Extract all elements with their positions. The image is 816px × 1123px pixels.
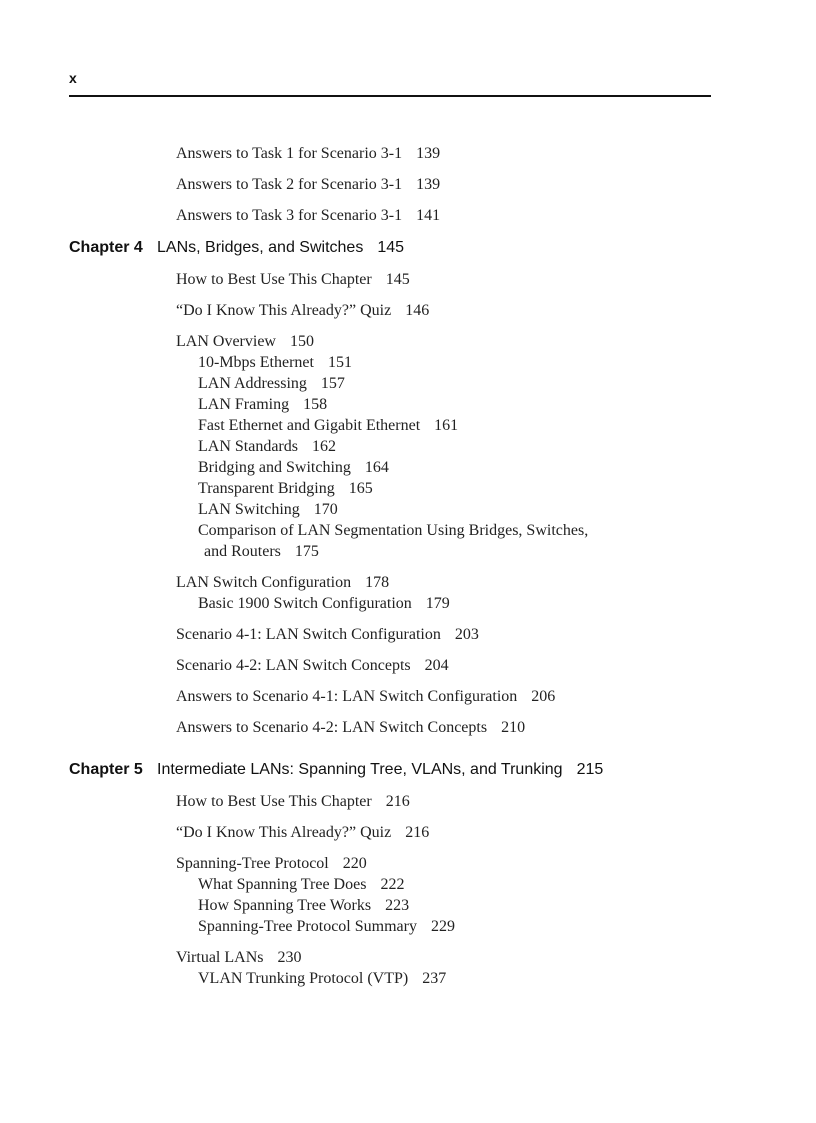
toc-entry-title: Bridging and Switching [198,459,351,476]
toc-entry-title: “Do I Know This Already?” Quiz [176,824,392,841]
spacer [0,259,816,269]
spacer [0,645,816,655]
toc-entry-page: 164 [364,459,389,476]
toc-entry-title: LAN Switch Configuration [176,574,352,591]
toc-entry-page: 151 [327,354,352,371]
toc-subsection [0,373,816,394]
toc-entry-title: LAN Standards [198,438,298,455]
spacer [0,781,816,791]
toc-entry-page: 237 [422,970,447,987]
toc-subsection [0,916,816,937]
toc-subsection [0,478,816,499]
chapter-title [157,759,603,781]
spacer [0,812,816,822]
spacer [0,562,816,572]
toc-section [0,853,816,874]
table-of-contents [0,143,816,999]
chapter-heading [0,759,816,781]
toc-entry-title: Answers to Scenario 4-2: LAN Switch Concepts [176,719,488,736]
chapter-page: 145 [377,239,405,256]
toc-entry-page: 220 [342,855,367,872]
toc-section [0,143,816,164]
spacer [0,290,816,300]
toc-entry-page: 150 [289,333,314,350]
toc-section [0,791,816,812]
toc-entry-page: 206 [531,688,556,705]
toc-subsection [0,968,816,989]
toc-subsection [0,436,816,457]
toc-entry-page: 158 [303,396,328,413]
toc-section [0,205,816,226]
spacer [0,748,816,759]
toc-entry-page: 229 [430,918,455,935]
header-rule [69,95,711,97]
toc-entry-title: LAN Switching [198,501,300,518]
toc-subsection [0,895,816,916]
toc-entry-title: How to Best Use This Chapter [176,793,372,810]
toc-subsection [0,520,816,541]
toc-entry-page: 216 [405,824,430,841]
toc-entry-title: Comparison of LAN Segmentation Using Bridges, Switches, [198,522,589,539]
chapter-title [157,237,404,259]
spacer [0,738,816,748]
spacer [0,937,816,947]
chapter-title-text: Intermediate LANs: Spanning Tree, VLANs, and Trunking [157,761,563,778]
toc-entry-page: 165 [348,480,373,497]
toc-entry-page: 161 [434,417,459,434]
toc-entry-page: 179 [425,595,450,612]
toc-entry-title-continued: and Routers [204,543,281,560]
spacer [0,195,816,205]
toc-entry-title: Spanning-Tree Protocol [176,855,329,872]
toc-entry-page: 145 [385,271,410,288]
toc-section [0,174,816,195]
toc-subsection [0,499,816,520]
spacer [0,989,816,999]
toc-subsection [0,457,816,478]
toc-section [0,269,816,290]
toc-entry-page: 222 [380,876,405,893]
toc-entry-title: Fast Ethernet and Gigabit Ethernet [198,417,421,434]
toc-entry-title: Answers to Task 1 for Scenario 3-1 [176,145,403,162]
spacer [0,321,816,331]
toc-entry-page: 230 [277,949,302,966]
spacer [0,226,816,237]
chapter-label: Chapter 4 [69,239,143,256]
toc-entry-page: 141 [416,207,441,224]
toc-entry-page: 139 [416,145,441,162]
toc-entry-page: 157 [320,375,345,392]
toc-entry-title: How to Best Use This Chapter [176,271,372,288]
toc-section [0,572,816,593]
toc-section [0,947,816,968]
toc-subsection [0,394,816,415]
toc-entry-title: Scenario 4-2: LAN Switch Concepts [176,657,411,674]
toc-entry-title: VLAN Trunking Protocol (VTP) [198,970,409,987]
toc-section [0,300,816,321]
toc-entry-page: 178 [365,574,390,591]
toc-entry-page: 146 [405,302,430,319]
toc-section [0,686,816,707]
spacer [0,164,816,174]
toc-subsection [0,352,816,373]
chapter-title-text: LANs, Bridges, and Switches [157,239,364,256]
toc-entry-title: LAN Framing [198,396,290,413]
toc-section [0,655,816,676]
toc-entry-page: 203 [454,626,479,643]
toc-entry-page: 139 [416,176,441,193]
toc-entry-title: Answers to Scenario 4-1: LAN Switch Configuration [176,688,518,705]
toc-entry-page: 162 [311,438,336,455]
toc-entry-page: 175 [294,543,319,560]
toc-entry-title: Basic 1900 Switch Configuration [198,595,412,612]
chapter-heading [0,237,816,259]
toc-section [0,624,816,645]
toc-entry-page: 204 [424,657,449,674]
toc-section [0,717,816,738]
toc-entry-title: Answers to Task 3 for Scenario 3-1 [176,207,403,224]
toc-entry-title: How Spanning Tree Works [198,897,372,914]
spacer [0,843,816,853]
chapter-page: 215 [576,761,604,778]
toc-entry-title: Scenario 4-1: LAN Switch Configuration [176,626,441,643]
toc-entry-title: LAN Overview [176,333,276,350]
toc-entry-title: “Do I Know This Already?” Quiz [176,302,392,319]
toc-entry-page: 170 [313,501,338,518]
toc-subsection-continuation [0,541,816,562]
spacer [0,676,816,686]
toc-section [0,331,816,352]
toc-entry-title: 10-Mbps Ethernet [198,354,314,371]
toc-entry-title: Answers to Task 2 for Scenario 3-1 [176,176,403,193]
toc-entry-title: What Spanning Tree Does [198,876,367,893]
spacer [0,707,816,717]
page-number: x [69,70,77,86]
toc-entry-page: 210 [501,719,526,736]
toc-subsection [0,415,816,436]
toc-subsection [0,874,816,895]
toc-entry-page: 216 [385,793,410,810]
spacer [0,614,816,624]
chapter-label: Chapter 5 [69,761,143,778]
toc-entry-title: Virtual LANs [176,949,264,966]
toc-entry-title: LAN Addressing [198,375,307,392]
toc-entry-title: Spanning-Tree Protocol Summary [198,918,417,935]
toc-subsection [0,593,816,614]
toc-section [0,822,816,843]
toc-entry-page: 223 [385,897,410,914]
toc-entry-title: Transparent Bridging [198,480,335,497]
